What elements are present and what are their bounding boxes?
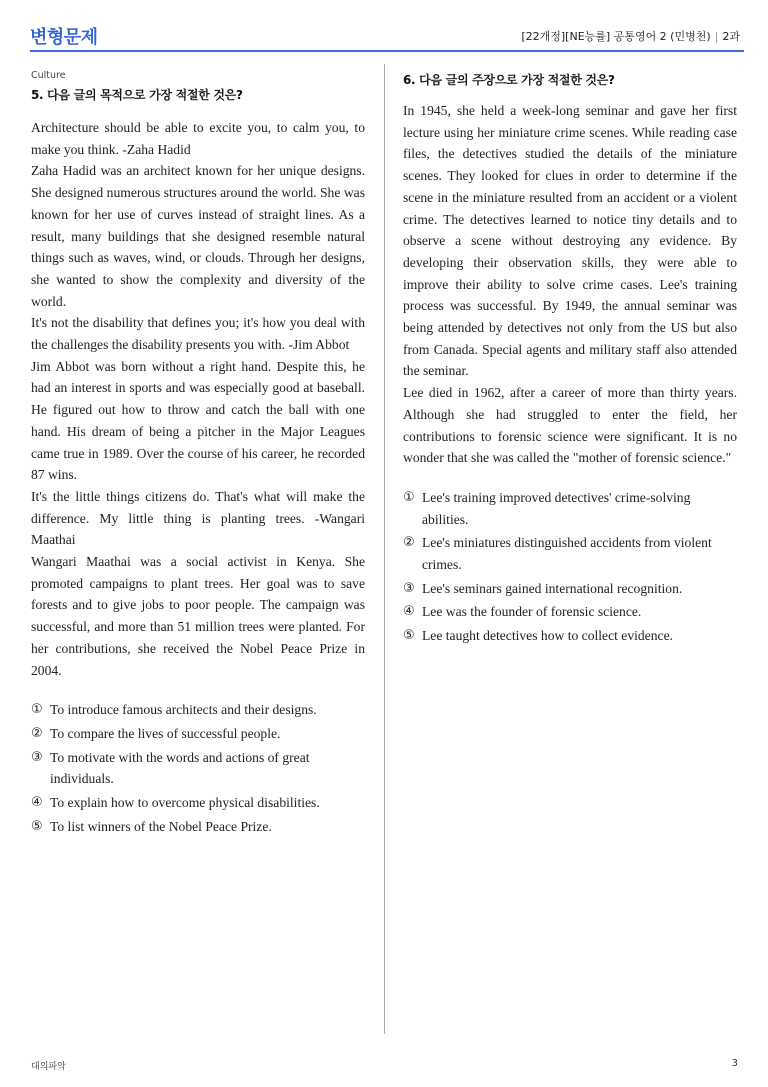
header-separator: | [714, 30, 719, 43]
choice-text: Lee was the founder of forensic science. [422, 604, 642, 620]
choice-text: To list winners of the Nobel Peace Prize. [50, 818, 272, 834]
answer-choice[interactable] [31, 723, 365, 745]
choice-text: Lee taught detectives how to collect evidence. [422, 628, 673, 644]
question-6-passage [403, 100, 737, 469]
passage-paragraph: Zaha Hadid was an architect known for her unique designs. She designed numerous structures around the world. She was known for her use of curves instead of straight lines. As a result, many buildings that she designed resemble natural things such as waves, wind, or clouds. Through her designs, she wanted to show the complexity and diversity of the world. [31, 163, 365, 309]
choice-number: ② [31, 725, 43, 741]
choice-text: To motivate with the words and actions of great individuals. [50, 749, 310, 787]
page-header [30, 18, 744, 52]
passage-paragraph: It's the little things citizens do. That's what will make the difference. My little thing is planting trees. -Wangari Maathai [31, 488, 365, 548]
choice-text: Lee's training improved detectives' crime-solving abilities. [422, 489, 691, 527]
answer-choice[interactable] [403, 578, 737, 600]
choice-text: To explain how to overcome physical disabilities. [50, 795, 320, 811]
choice-number: ④ [31, 795, 43, 811]
passage-paragraph: Wangari Maathai was a social activist in Kenya. She promoted campaigns to plant trees. Her goal was to save forests and to give jobs to poor people. The campaign was successful, and more than 51 million trees were planted. For her contributions, she received the Nobel Peace Prize in 2004. [31, 554, 365, 678]
question-5-title: 5. 다음 글의 목적으로 가장 적절한 것은? [31, 88, 243, 102]
choice-text: Lee's seminars gained international recognition. [422, 580, 683, 596]
book-title: [22개정][NE능률] 공통영어 2 (민병천) [521, 30, 711, 43]
answer-choice[interactable] [31, 816, 365, 838]
passage-paragraph: Jim Abbot was born without a right hand. Despite this, he had an interest in sports and was especially good at baseball. He figured out how to throw and catch the ball with one hand. His dream of being a pitcher in the Major Leagues came true in 1989. Over the course of his career, he recorded 87 wins. [31, 358, 365, 483]
answer-choice[interactable] [31, 699, 365, 721]
choice-number: ⑤ [403, 628, 415, 644]
question-5-passage [31, 117, 365, 681]
choice-text: To introduce famous architects and their designs. [50, 702, 317, 718]
passage-paragraph: Lee died in 1962, after a career of more than thirty years. Although she had struggled to enter the field, her contributions to forensic science were significant. It is no wonder that she was called the "mother of forensic science." [403, 385, 737, 466]
answer-choice[interactable] [403, 601, 737, 623]
choice-number: ③ [31, 749, 43, 765]
choice-text: Lee's miniatures distinguished accidents from violent crimes. [422, 535, 712, 573]
answer-choice[interactable] [31, 792, 365, 814]
answer-choice[interactable] [403, 625, 737, 647]
choice-text: To compare the lives of successful people. [50, 725, 281, 741]
footer-publisher: 대의파악 [31, 1062, 66, 1072]
question-5-choices [31, 699, 365, 837]
category-tag: Culture [31, 70, 66, 81]
choice-number: ⑤ [31, 818, 43, 834]
header-title: 변형문제 [30, 27, 98, 48]
choice-number: ② [403, 535, 415, 551]
passage-paragraph: In 1945, she held a week-long seminar and gave her first lecture using her miniature crime scenes. While reading case files, the detectives studied the details of the miniature scenes. They looked for clues in order to determine if the scene in the miniature resulted from an accident or a violent crime. The detectives learned to notice tiny details and to observe a scene without destroying any evidence. By developing their observation skills, they were able to improve their ability to solve crime cases. Lee's training process was successful. By 1949, the annual seminar was being attended by detectives not only from the US but also from Canada. Special agents and military staff also attended the seminar. [403, 103, 737, 379]
passage-paragraph: It's not the disability that defines you; it's how you deal with the challenges the disability presents you with. -Jim Abbot [31, 315, 365, 353]
answer-choice[interactable] [403, 532, 737, 575]
answer-choice[interactable] [31, 747, 365, 790]
question-6-title: 6. 다음 글의 주장으로 가장 적절한 것은? [403, 73, 615, 87]
column-divider [384, 64, 385, 1034]
choice-number: ④ [403, 604, 415, 620]
answer-choice[interactable] [403, 487, 737, 530]
question-6 [403, 66, 737, 649]
passage-paragraph: Architecture should be able to excite you, to calm you, to make you think. -Zaha Hadid [31, 120, 365, 157]
question-6-choices [403, 487, 737, 647]
choice-number: ① [403, 489, 415, 505]
choice-number: ① [31, 702, 43, 718]
choice-number: ③ [403, 580, 415, 596]
header-info [521, 28, 740, 44]
lesson-label: 2과 [722, 30, 740, 43]
page-number: 3 [731, 1058, 738, 1069]
question-5 [31, 66, 365, 840]
